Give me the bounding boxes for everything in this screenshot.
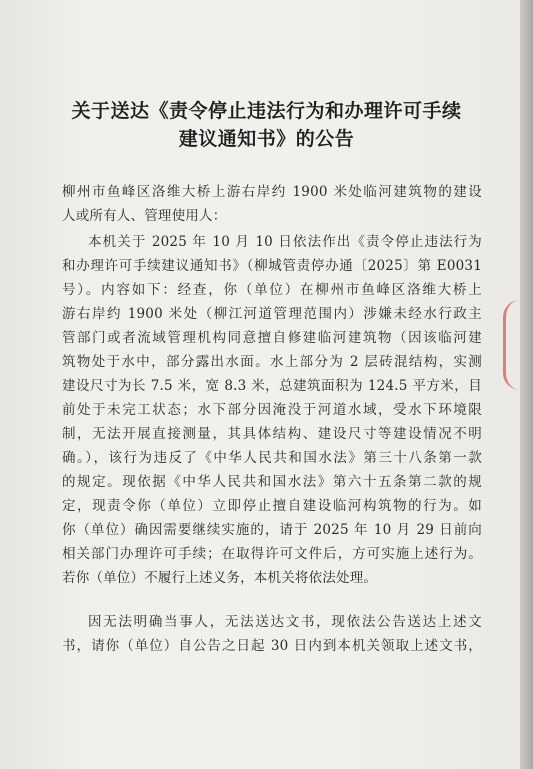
body-line: 的规定。现依据《中华人民共和国水法》第六十五条第二款的规 <box>62 474 482 490</box>
body-line: 若你（单位）不履行上述义务，本机关将依法处理。 <box>62 570 378 586</box>
body-line: 你（单位）确因需要继续实施的，请于 2025 年 10 月 29 日前向 <box>62 522 482 538</box>
body-line: 确。），该行为违反了《中华人民共和国水法》第三十八条第一款 <box>62 450 482 466</box>
body-line: 定，现责令你（单位）立即停止擅自建设临河构筑物的行为。如 <box>62 498 482 514</box>
page-edge <box>520 0 533 769</box>
body-line: 建设尺寸为长 7.5 米，宽 8.3 米，总建筑面积为 124.5 平方米，目 <box>62 378 482 394</box>
red-seal-edge <box>503 300 520 390</box>
notice-title-line-1: 关于送达《责令停止违法行为和办理许可手续 <box>71 100 462 122</box>
body-line: 和办理许可手续建议通知书》（柳城管责停办通〔2025〕第 E0031 <box>62 258 482 274</box>
body-line: 相关部门办理许可手续；在取得许可文件后，方可实施上述行为。 <box>62 546 482 562</box>
body-line: 人或所有人、管理使用人： <box>62 208 227 224</box>
body-line: 筑物处于水中，部分露出水面。水上部分为 2 层砖混结构，实测 <box>62 354 482 370</box>
body-line: 书，请你（单位）自公告之日起 30 日内到本机关领取上述文书， <box>62 638 482 654</box>
body-line: 制，无法开展直接测量，其具体结构、建设尺寸等建设情况不明 <box>62 426 482 442</box>
body-line: 游右岸约 1900 米处（柳江河道管理范围内）涉嫌未经水行政主 <box>62 306 482 322</box>
body-line: 本机关于 2025 年 10 月 10 日依法作出《责令停止违法行为 <box>88 234 482 250</box>
body-line: 柳州市鱼峰区洛维大桥上游右岸约 1900 米处临河建筑物的建设 <box>62 184 482 200</box>
body-line: 管部门或者流域管理机构同意擅自修建临河建筑物（因该临河建 <box>62 330 482 346</box>
notice-title-line-2: 建议通知书》的公告 <box>178 128 355 150</box>
body-line: 因无法明确当事人，无法送达文书，现依法公告送达上述文 <box>88 614 482 630</box>
body-line: 前处于未完工状态；水下部分因淹没于河道水域，受水下环境限 <box>62 402 482 418</box>
body-line: 号）。内容如下：经查，你（单位）在柳州市鱼峰区洛维大桥上 <box>62 282 482 298</box>
